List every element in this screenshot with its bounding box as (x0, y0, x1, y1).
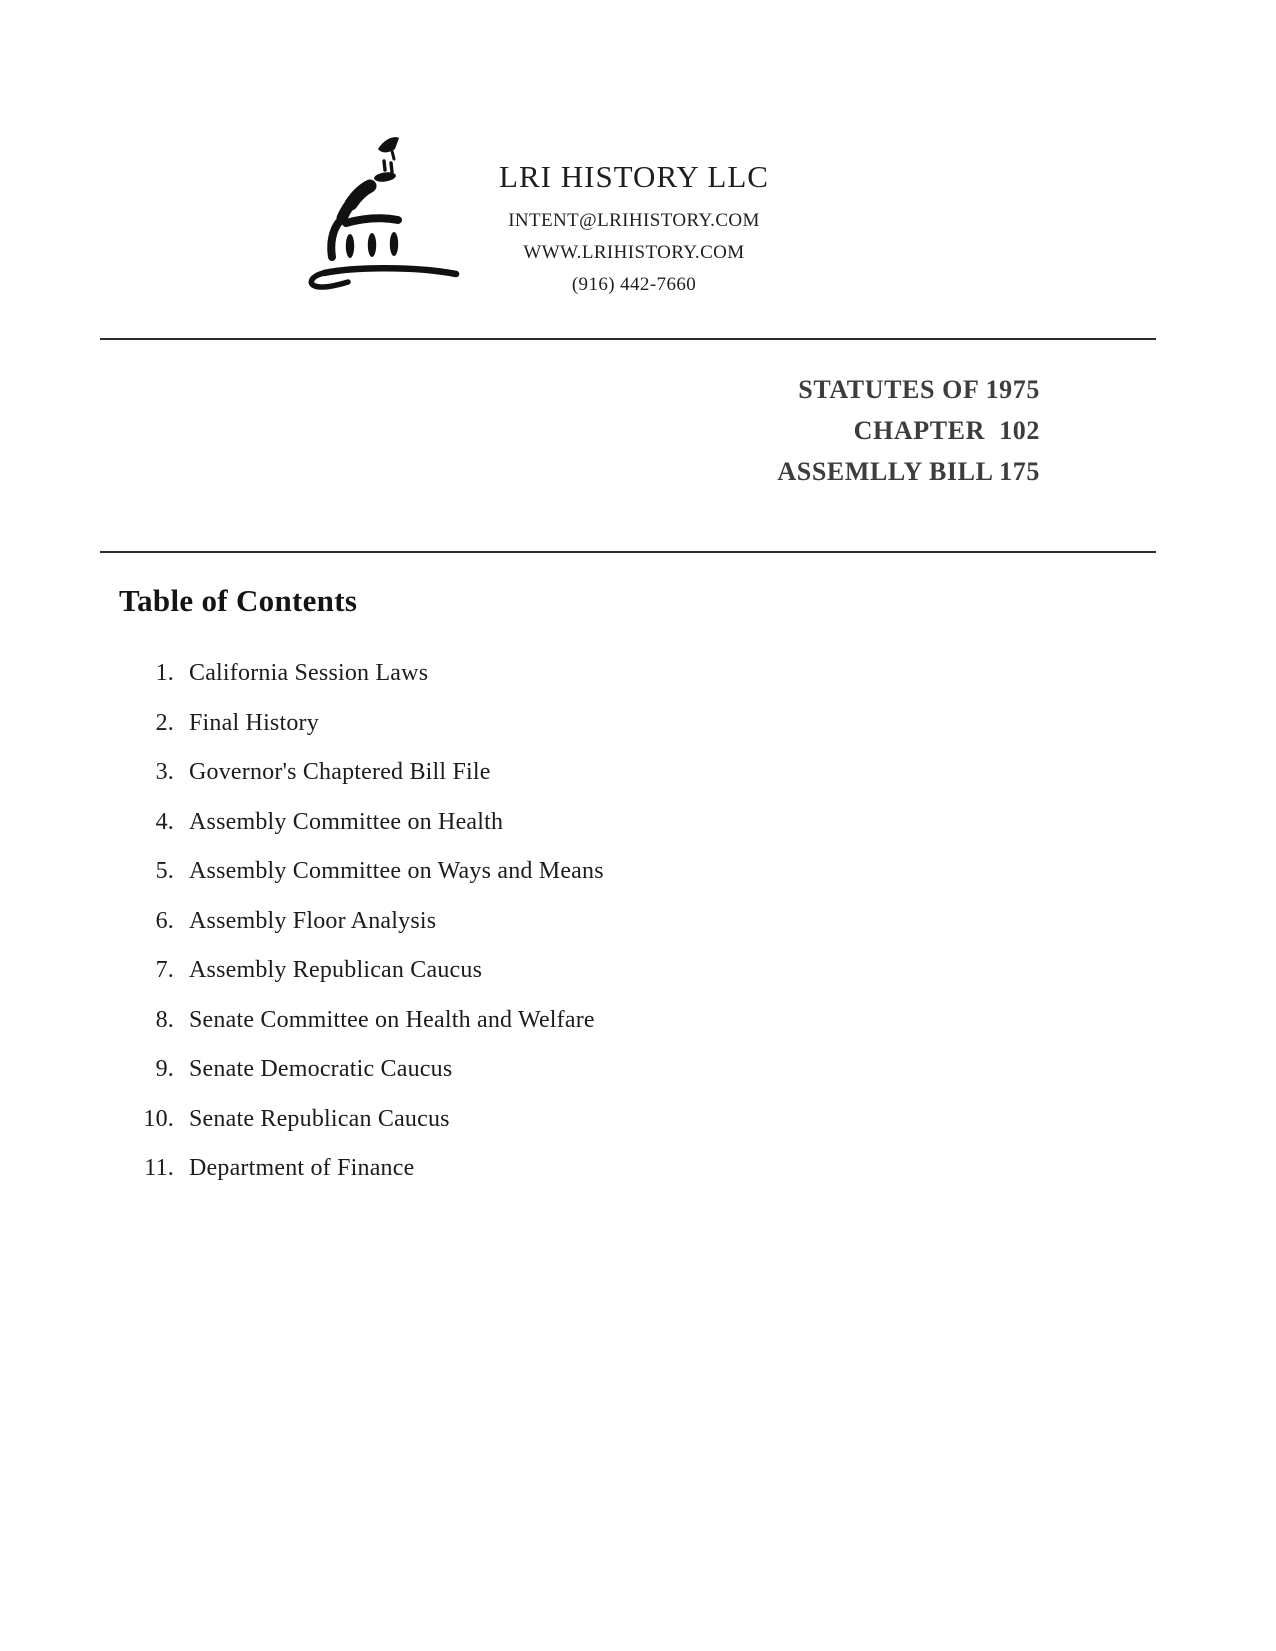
toc-item-label: Senate Republican Caucus (189, 1105, 450, 1132)
toc-item (128, 1107, 604, 1131)
toc-item-label: Department of Finance (189, 1155, 415, 1181)
toc-item (128, 909, 604, 933)
phone-text: (916) 442-7660 (571, 274, 697, 295)
divider-bottom (100, 551, 1156, 553)
toc-item-label: California Session Laws (189, 660, 429, 686)
toc-item-number: 3. (155, 759, 174, 785)
toc-item-label: Assembly Floor Analysis (189, 907, 437, 934)
toc-item-number: 10. (143, 1105, 174, 1132)
toc-item (128, 1008, 604, 1032)
toc-item-label: Assembly Committee on Ways and Means (189, 858, 604, 884)
toc-item (128, 958, 604, 982)
title-block (777, 369, 1040, 492)
toc-item-number: 1. (155, 660, 174, 686)
toc-item (128, 859, 604, 883)
toc-item-label: Senate Committee on Health and Welfare (189, 1006, 595, 1033)
chapter-line: CHAPTER 102 (853, 416, 1040, 445)
toc-item (128, 1156, 604, 1180)
letterhead-text (434, 160, 834, 294)
toc-item (128, 760, 604, 784)
toc-item-number: 11. (144, 1155, 174, 1181)
toc-item-number: 7. (155, 957, 174, 983)
toc-item-label: Assembly Committee on Health (189, 808, 504, 835)
assembly-bill-line: ASSEMLLY BILL 175 (777, 457, 1040, 486)
statutes-year-line: STATUTES OF 1975 (798, 375, 1040, 404)
toc-list (128, 661, 604, 1206)
toc-item-label: Final History (189, 709, 319, 736)
toc-item (128, 661, 604, 685)
toc-item (128, 810, 604, 834)
website-text: WWW.LRIHISTORY.COM (523, 242, 745, 263)
company-name: LRI HISTORY LLC (499, 159, 769, 194)
toc-item-label: Senate Democratic Caucus (189, 1056, 453, 1082)
toc-item-label: Assembly Republican Caucus (189, 957, 483, 983)
divider-top (100, 338, 1156, 340)
toc-item-number: 9. (155, 1056, 174, 1082)
toc-item (128, 1057, 604, 1081)
email-text: INTENT@LRIHISTORY.COM (508, 210, 760, 231)
toc-item-number: 8. (155, 1006, 174, 1033)
toc-item-number: 2. (155, 709, 174, 736)
toc-item-label: Governor's Chaptered Bill File (189, 759, 491, 785)
toc-item (128, 711, 604, 735)
toc-item-number: 4. (155, 808, 174, 835)
toc-item-number: 6. (155, 907, 174, 934)
toc-item-number: 5. (155, 858, 174, 884)
toc-heading: Table of Contents (119, 583, 358, 618)
